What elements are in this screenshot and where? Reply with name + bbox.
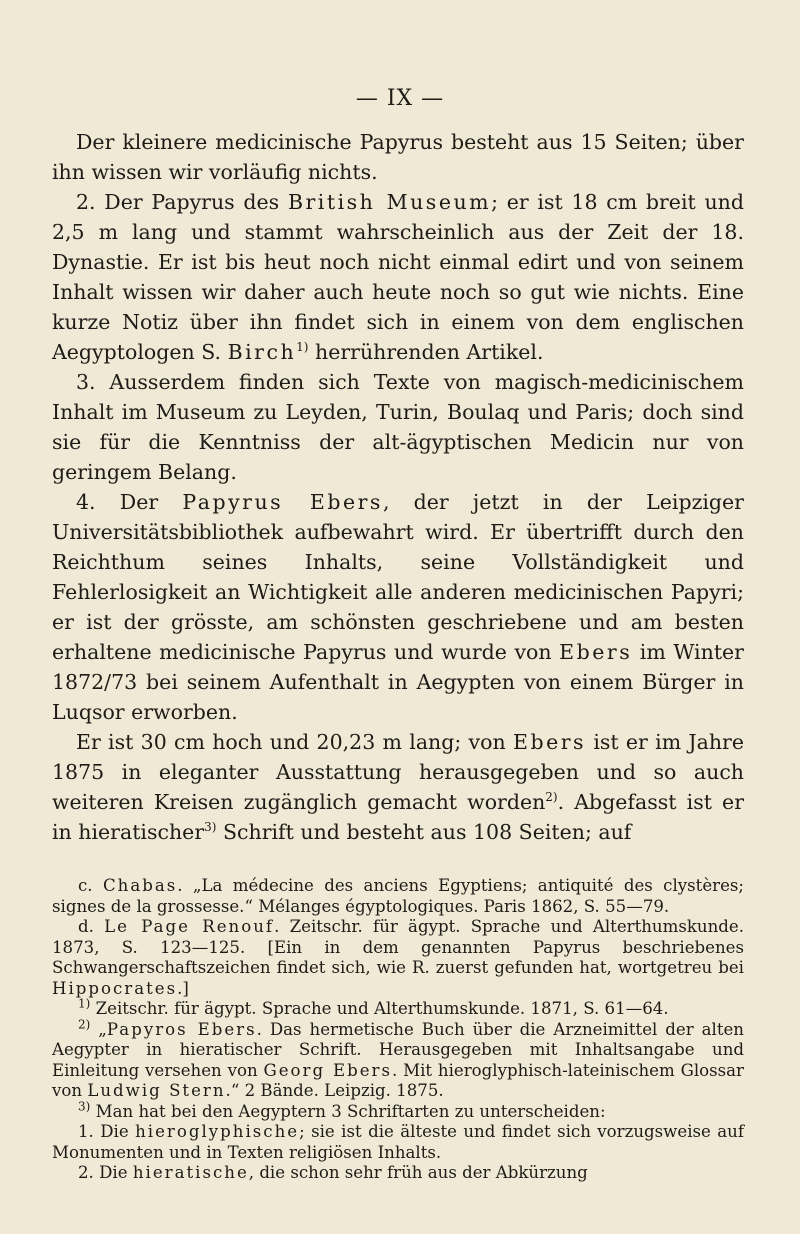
text-run: , der jetzt in der Leipziger Universitätsbibliothek aufbewahrt wird. Er übertrifft durch den Reichthum seines Inhalts, seine Vollständigkeit und Fehlerlosigkeit an Wichtigkeit alle anderen medicinischen Papyri; er ist der grösste, am schönsten geschriebene und am besten erhaltene medicinische Papyrus und wurde von xyxy=(52,490,744,664)
footnote-3-item-1 xyxy=(52,1122,744,1163)
page-number: — IX — xyxy=(355,86,445,111)
spaced-name: Birch xyxy=(227,340,297,364)
spaced-name: Papyros Ebers xyxy=(106,1019,257,1039)
text-run: ; er ist 18 cm breit und 2,5 m lang und stammt wahrscheinlich aus der Zeit der 18. Dynastie. Er ist bis heut noch nicht einmal edirt und von seinem Inhalt wissen wir daher auch heute noch so gut wie nichts. Eine kurze Notiz über ihn findet sich in einem von dem englischen Aegyptologen S. xyxy=(52,190,744,364)
footnote-mark: 1) xyxy=(78,996,91,1011)
spaced-name: Hippocrates xyxy=(52,978,178,998)
text-run: . Mit hieroglyphisch-lateinischem Glossar von xyxy=(52,1060,744,1100)
paragraph-1: Der kleinere medicinische Papyrus besteht aus 15 Seiten; über ihn wissen wir vorläufig nichts. xyxy=(52,130,744,184)
spaced-name: Le Page Renouf xyxy=(104,917,275,936)
footnote-mark: 2) xyxy=(78,1016,91,1031)
text-run: , die schon sehr früh aus der Abkürzung xyxy=(248,1163,588,1182)
footnote-3 xyxy=(52,1098,744,1123)
spaced-name: Georg Ebers xyxy=(263,1060,392,1080)
text-run: . Das hermetische Buch über die Arzneimittel der alten Aegypter in hieratischer Schrift. Herausgegeben mit Inhaltsangabe und Einleitung versehen von xyxy=(52,1019,744,1080)
text-run: herrührenden Artikel. xyxy=(308,340,544,364)
text-run: c. xyxy=(78,876,103,895)
spaced-name: Ebers xyxy=(512,730,587,754)
text-run: ; sie ist die älteste und findet sich vorzugsweise auf Monumenten und in Texten religiösen Inhalts. xyxy=(52,1122,744,1162)
text-run: .] xyxy=(177,978,189,998)
footnote-2 xyxy=(52,1016,744,1102)
spaced-name: British Museum xyxy=(287,190,492,214)
footnote-ref: 3) xyxy=(204,820,217,835)
footnotes xyxy=(52,876,744,1184)
text-run: ist er im Jahre 1875 in eleganter Ausstattung herausgegeben und so auch weiteren Kreisen zugänglich gemacht worden xyxy=(52,730,744,814)
text-run: 1. Die xyxy=(78,1122,136,1141)
text-run: 2. Die xyxy=(78,1163,133,1182)
text-run: Schrift und besteht aus 108 Seiten; auf xyxy=(216,820,632,844)
text-run: .“ 2 Bände. Leipzig. 1875. xyxy=(225,1081,444,1100)
spaced-term: hieratische xyxy=(132,1163,249,1182)
spaced-term: hieroglyphische xyxy=(135,1122,300,1141)
text-run: 2. Der Papyrus des xyxy=(76,190,288,214)
paragraph-2 xyxy=(52,187,744,367)
spaced-name: Papyrus Ebers xyxy=(182,490,383,514)
text-run: . „La médecine des anciens Egyptiens; antiquité des clystères; signes de la grossesse.“ Mélanges égyptologiques. Paris 1862, S. 55—79. xyxy=(52,876,744,916)
text-run: im Winter 1872/73 bei seinem Aufenthalt in Aegypten von einem Bürger in Luqsor erworben. xyxy=(52,640,744,724)
text-run: Man hat bei den Aegyptern 3 Schriftarten zu unterscheiden: xyxy=(90,1101,606,1121)
note-c xyxy=(52,876,744,917)
footnote-ref: 1) xyxy=(296,340,309,355)
paragraph-4 xyxy=(52,487,744,727)
main-text xyxy=(52,127,744,847)
spaced-name: Chabas xyxy=(102,876,178,895)
footnote-ref: 2) xyxy=(545,790,558,805)
text-run: . Abgefasst ist er in hieratischer xyxy=(52,790,744,844)
text-run: 4. Der xyxy=(76,490,183,514)
spaced-name: Ebers xyxy=(559,640,633,664)
footnote-3-item-2 xyxy=(52,1163,744,1184)
footnote-1 xyxy=(52,996,744,1020)
spaced-name: Ludwig Stern xyxy=(87,1081,226,1100)
paragraph-3: 3. Ausserdem finden sich Texte von magisch-medicinischem Inhalt im Museum zu Leyden, Turin, Boulaq und Paris; doch sind sie für die Kenntniss der alt-ägyptischen Medicin nur von geringem Belang. xyxy=(52,370,744,484)
text-run: . Zeitschr. für ägypt. Sprache und Alterthumskunde. 1873, S. 123—125. [Ein in dem genannten Papyrus beschriebenes Schwangerschaftszeichen findet sich, wie R. zuerst gefunden hat, wortgetreu bei xyxy=(52,917,745,977)
paragraph-5 xyxy=(52,727,744,847)
footnote-mark: 3) xyxy=(78,1098,91,1113)
text-run: Er ist 30 cm hoch und 20,23 m lang; von xyxy=(76,730,513,754)
note-d xyxy=(52,917,744,999)
text-run: „ xyxy=(90,1019,107,1039)
text-run: d. xyxy=(78,917,105,936)
text-run: Zeitschr. für ägypt. Sprache und Alterthumskunde. 1871, S. 61—64. xyxy=(90,999,669,1018)
